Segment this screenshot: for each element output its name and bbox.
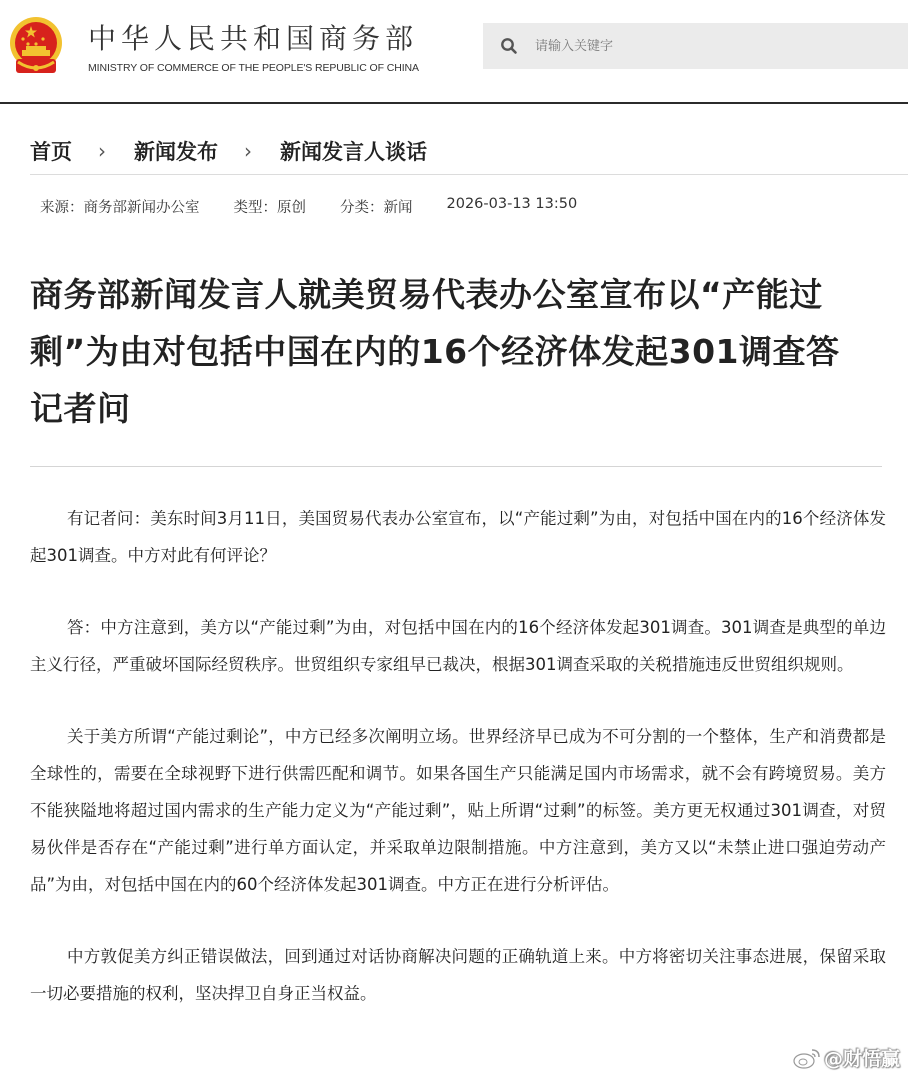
article-body [30,500,886,1012]
search-icon[interactable] [500,37,518,55]
article-meta [40,196,577,217]
breadcrumb-spokesperson-remarks[interactable]: 新闻发言人谈话 [280,140,427,164]
search-box[interactable] [483,23,908,69]
chevron-right-icon: › [98,139,106,163]
meta-type: 类型：原创 [233,200,306,216]
brand-name-en: MINISTRY OF COMMERCE OF THE PEOPLE'S REPUBLIC OF CHINA [88,62,419,74]
breadcrumb-news-release[interactable]: 新闻发布 [134,140,218,164]
chevron-right-icon: › [244,139,252,163]
breadcrumb [30,134,427,168]
title-divider [30,466,882,467]
weibo-watermark [792,1044,900,1071]
meta-source: 来源：商务部新闻办公室 [40,200,200,216]
header-divider [0,102,908,104]
article-paragraph: 关于美方所谓“产能过剩论”，中方已经多次阐明立场。世界经济早已成为不可分割的一个整体，生产和消费都是全球性的，需要在全球视野下进行供需匹配和调节。如果各国生产只能满足国内市场需求，就不会有跨境贸易。美方不能狭隘地将超过国内需求的生产能力定义为“产能过剩”，贴上所谓“过剩”的标签。美方更无权通过301调查，对贸易伙伴是否存在“产能过剩”进行单方面认定，并采取单边限制措施。中方注意到，美方又以“未禁止进口强迫劳动产品”为由，对包括中国在内的60个经济体发起301调查。中方正在进行分析评估。 [30,727,886,894]
article-paragraph: 中方敦促美方纠正错误做法，回到通过对话协商解决问题的正确轨道上来。中方将密切关注事态进展，保留采取一切必要措施的权利，坚决捍卫自身正当权益。 [30,947,886,1003]
meta-category: 分类：新闻 [340,200,413,216]
site-brand[interactable] [88,22,419,74]
article-paragraph: 有记者问：美东时间3月11日，美国贸易代表办公室宣布，以“产能过剩”为由，对包括中国在内的16个经济体发起301调查。中方对此有何评论？ [30,509,886,565]
article-paragraph: 答：中方注意到，美方以“产能过剩”为由，对包括中国在内的16个经济体发起301调查。301调查是典型的单边主义行径，严重破坏国际经贸秩序。世贸组织专家组早已裁决，根据301调查采取的关税措施违反世贸组织规则。 [30,618,886,674]
site-header [0,0,908,102]
meta-datetime: 2026-03-13 13:50 [446,196,578,212]
national-emblem-icon[interactable] [6,14,66,80]
breadcrumb-divider [30,174,908,175]
brand-name-cn: 中华人民共和国商务部 [88,22,419,55]
watermark-text: @财悟赢 [824,1048,901,1070]
weibo-icon [792,1046,822,1070]
article-title: 商务部新闻发言人就美贸易代表办公室宣布以“产能过剩”为由对包括中国在内的16个经济体发起301调查答记者问 [30,275,840,428]
breadcrumb-home[interactable]: 首页 [30,140,72,164]
search-input[interactable] [535,39,875,54]
